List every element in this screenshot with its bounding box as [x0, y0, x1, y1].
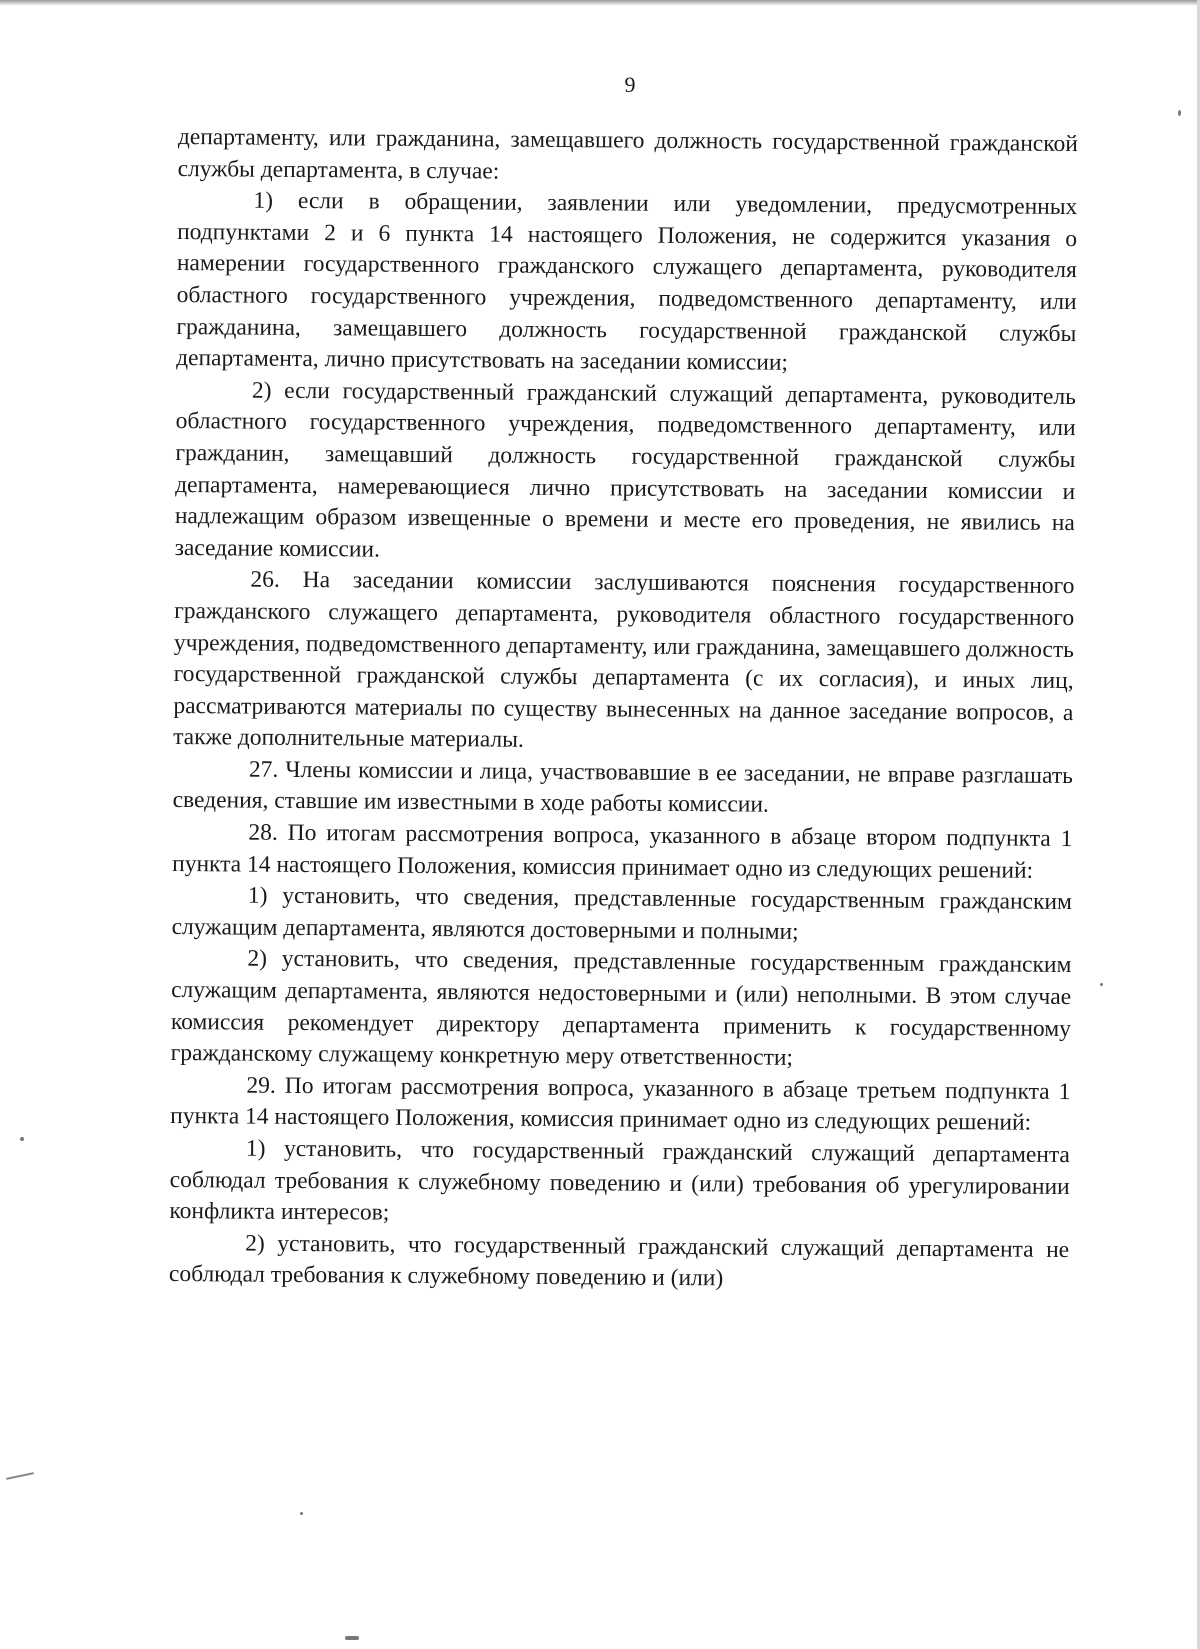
page-number: 9: [624, 72, 636, 97]
paragraph-p25-2: 2) если государственный гражданский служащий департамента, руководитель областного государственного учреждения, подведомственного департаменту, или гражданин, замещавший должность государственной гражданской службы департамента, намеревающиеся лично присутствовать на заседании комиссии и надлежащим образом извещенные о времени и месте его проведения, не явились на заседание комиссии.: [174, 377, 1076, 563]
paragraph-p25-1: 1) если в обращении, заявлении или уведомлении, предусмотренных подпунктами 2 и 6 пункта 14 настоящего Положения, не содержится указания о намерении государственного гражданского служащего департамента, руководителя областного государственного учреждения, подведомственного департаменту, или гражданина, замещавшего должность государственной гражданской службы департамента, лично присутствовать на заседании комиссии;: [176, 187, 1078, 376]
document-body: [169, 122, 1078, 1298]
paragraph-p29-1: 1) установить, что государственный гражданский служащий департамента соблюдал требования к служебному поведению и (или) требования об урегулировании конфликта интересов;: [169, 1135, 1071, 1226]
paragraph-p27: 27. Члены комиссии и лица, участвовавшие в ее заседании, не вправе разглашать сведения, ставшие им известными в ходе работы комиссии.: [172, 756, 1073, 819]
paragraph-p26: 26. На заседании комиссии заслушиваются пояснения государственного гражданского служащего департамента, руководителя областного государственного учреждения, подведомственного департаменту, или гражданина, замещавшего должность государственной гражданской службы департамента (с их согласия), и иных лиц, рассматриваются материалы по существу вынесенных на данное заседание вопросов, а также дополнительные материалы.: [173, 566, 1075, 754]
paragraph-p28-2: 2) установить, что сведения, представленные государственным гражданским служащим департамента, являются недостоверными и (или) неполными. В этом случае комиссия рекомендует директору департамента применить к государственному гражданскому служащему конкретную меру ответственности;: [170, 946, 1072, 1072]
paragraph-p29: 29. По итогам рассмотрения вопроса, указанного в абзаце третьем подпункта 1 пункта 14 настоящего Положения, комиссия принимает одно из следующих решений:: [170, 1072, 1071, 1137]
paragraph-intro-continuation: департаменту, или гражданина, замещавшего должность государственной гражданской службы департамента, в случае:: [177, 123, 1078, 185]
scan-edge-top: [0, 0, 1200, 6]
paragraph-p28: 28. По итогам рассмотрения вопроса, указанного в абзаце втором подпункта 1 пункта 14 настоящего Положения, комиссия принимает одно из следующих решений:: [172, 819, 1073, 884]
paragraph-p28-1: 1) установить, что сведения, представленные государственным гражданским служащим департамента, являются достоверными и полными;: [171, 882, 1073, 945]
paragraph-p29-2: 2) установить, что государственный гражданский служащий департамента не соблюдал требования к служебному поведению и (или): [168, 1230, 1070, 1292]
